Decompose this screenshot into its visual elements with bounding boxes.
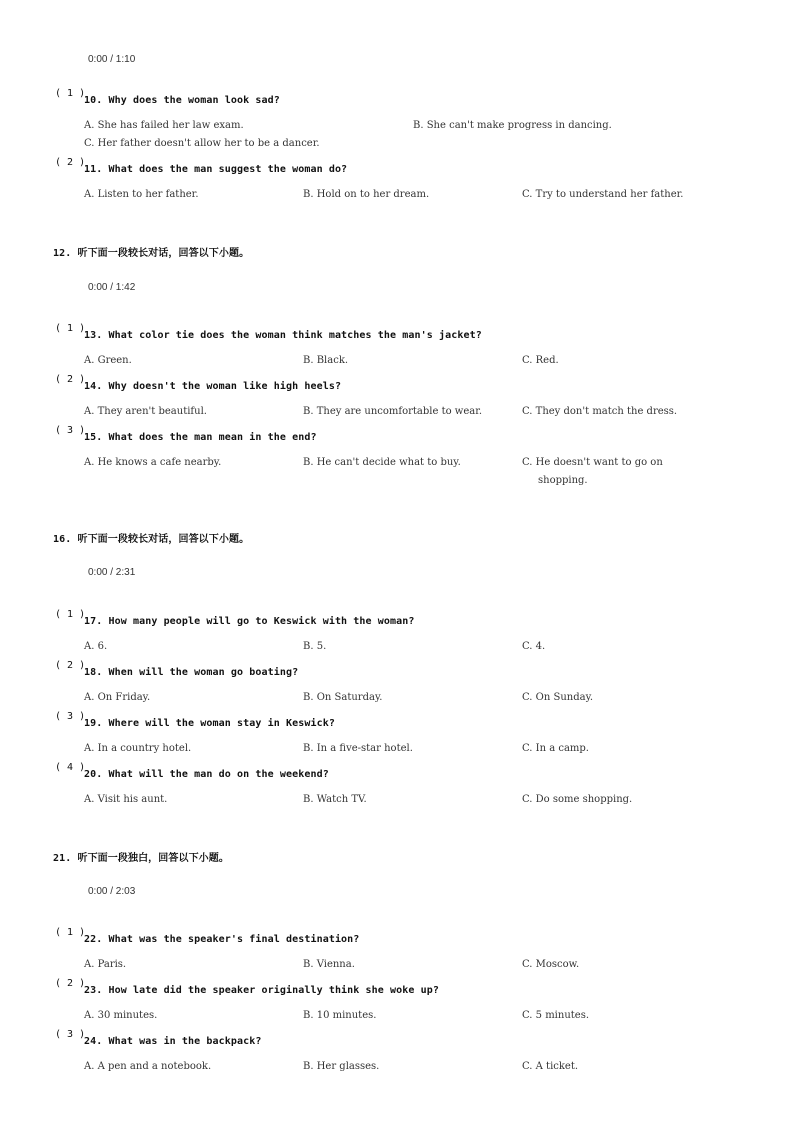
option-a[interactable]: A. A pen and a notebook. bbox=[84, 1061, 212, 1072]
question-number: ( 1 ) bbox=[55, 323, 86, 334]
option-c[interactable]: C. Do some shopping. bbox=[522, 794, 633, 805]
option-b[interactable]: B. He can't decide what to buy. bbox=[303, 457, 461, 468]
question-text: 24. What was in the backpack? bbox=[84, 1036, 262, 1047]
question-number: ( 2 ) bbox=[55, 374, 86, 385]
option-c[interactable]: C. Her father doesn't allow her to be a dancer. bbox=[84, 138, 320, 149]
option-b[interactable]: B. Black. bbox=[303, 355, 349, 366]
option-b[interactable]: B. Hold on to her dream. bbox=[303, 189, 430, 200]
option-c[interactable]: C. In a camp. bbox=[522, 743, 589, 754]
question-number: ( 1 ) bbox=[55, 609, 86, 620]
option-c[interactable]: C. Try to understand her father. bbox=[522, 189, 684, 200]
option-a[interactable]: A. Visit his aunt. bbox=[84, 794, 168, 805]
option-b[interactable]: B. Her glasses. bbox=[303, 1061, 380, 1072]
option-a[interactable]: A. 30 minutes. bbox=[84, 1010, 158, 1021]
option-c[interactable]: C. Moscow. bbox=[522, 959, 580, 970]
audio-player-time[interactable]: 0:00 / 2:03 bbox=[88, 886, 136, 897]
question-number: ( 3 ) bbox=[55, 425, 86, 436]
option-c[interactable]: C. He doesn't want to go on bbox=[522, 457, 663, 468]
question-text: 14. Why doesn't the woman like high heels? bbox=[84, 381, 342, 392]
option-a[interactable]: A. In a country hotel. bbox=[84, 743, 192, 754]
option-b[interactable]: B. They are uncomfortable to wear. bbox=[303, 406, 483, 417]
question-text: 10. Why does the woman look sad? bbox=[84, 95, 280, 106]
option-c-continued[interactable]: shopping. bbox=[538, 475, 588, 486]
option-b[interactable]: B. 5. bbox=[303, 641, 327, 652]
option-c[interactable]: C. 4. bbox=[522, 641, 546, 652]
option-c[interactable]: C. 5 minutes. bbox=[522, 1010, 590, 1021]
question-text: 18. When will the woman go boating? bbox=[84, 667, 299, 678]
option-b[interactable]: B. In a five-star hotel. bbox=[303, 743, 413, 754]
option-c[interactable]: C. They don't match the dress. bbox=[522, 406, 678, 417]
question-text: 22. What was the speaker's final destination? bbox=[84, 934, 360, 945]
question-text: 13. What color tie does the woman think matches the man's jacket? bbox=[84, 330, 482, 341]
audio-player-time[interactable]: 0:00 / 1:10 bbox=[88, 54, 136, 65]
option-a[interactable]: A. She has failed her law exam. bbox=[84, 120, 244, 131]
option-a[interactable]: A. Paris. bbox=[84, 959, 127, 970]
question-number: ( 3 ) bbox=[55, 1029, 86, 1040]
question-text: 15. What does the man mean in the end? bbox=[84, 432, 317, 443]
option-a[interactable]: A. Green. bbox=[84, 355, 132, 366]
question-number: ( 2 ) bbox=[55, 157, 86, 168]
option-c[interactable]: C. A ticket. bbox=[522, 1061, 579, 1072]
option-b[interactable]: B. Vienna. bbox=[303, 959, 355, 970]
option-b[interactable]: B. She can't make progress in dancing. bbox=[413, 120, 612, 131]
question-number: ( 2 ) bbox=[55, 660, 86, 671]
option-a[interactable]: A. 6. bbox=[84, 641, 108, 652]
audio-player-time[interactable]: 0:00 / 1:42 bbox=[88, 282, 136, 293]
option-b[interactable]: B. 10 minutes. bbox=[303, 1010, 377, 1021]
audio-player-time[interactable]: 0:00 / 2:31 bbox=[88, 567, 136, 578]
option-a[interactable]: A. They aren't beautiful. bbox=[84, 406, 207, 417]
option-a[interactable]: A. He knows a cafe nearby. bbox=[84, 457, 222, 468]
question-text: 19. Where will the woman stay in Keswick? bbox=[84, 718, 335, 729]
question-text: 17. How many people will go to Keswick with the woman? bbox=[84, 616, 415, 627]
option-b[interactable]: B. On Saturday. bbox=[303, 692, 383, 703]
section-heading: 21. 听下面一段独白，回答以下小题。 bbox=[53, 853, 229, 864]
question-number: ( 3 ) bbox=[55, 711, 86, 722]
question-text: 11. What does the man suggest the woman do? bbox=[84, 164, 348, 175]
question-text: 20. What will the man do on the weekend? bbox=[84, 769, 329, 780]
question-number: ( 1 ) bbox=[55, 927, 86, 938]
question-number: ( 4 ) bbox=[55, 762, 86, 773]
question-text: 23. How late did the speaker originally think she woke up? bbox=[84, 985, 439, 996]
section-heading: 16. 听下面一段较长对话，回答以下小题。 bbox=[53, 534, 250, 545]
section-heading: 12. 听下面一段较长对话，回答以下小题。 bbox=[53, 248, 250, 259]
option-b[interactable]: B. Watch TV. bbox=[303, 794, 367, 805]
option-a[interactable]: A. On Friday. bbox=[84, 692, 151, 703]
option-a[interactable]: A. Listen to her father. bbox=[84, 189, 199, 200]
question-number: ( 1 ) bbox=[55, 88, 86, 99]
option-c[interactable]: C. On Sunday. bbox=[522, 692, 594, 703]
option-c[interactable]: C. Red. bbox=[522, 355, 559, 366]
question-number: ( 2 ) bbox=[55, 978, 86, 989]
